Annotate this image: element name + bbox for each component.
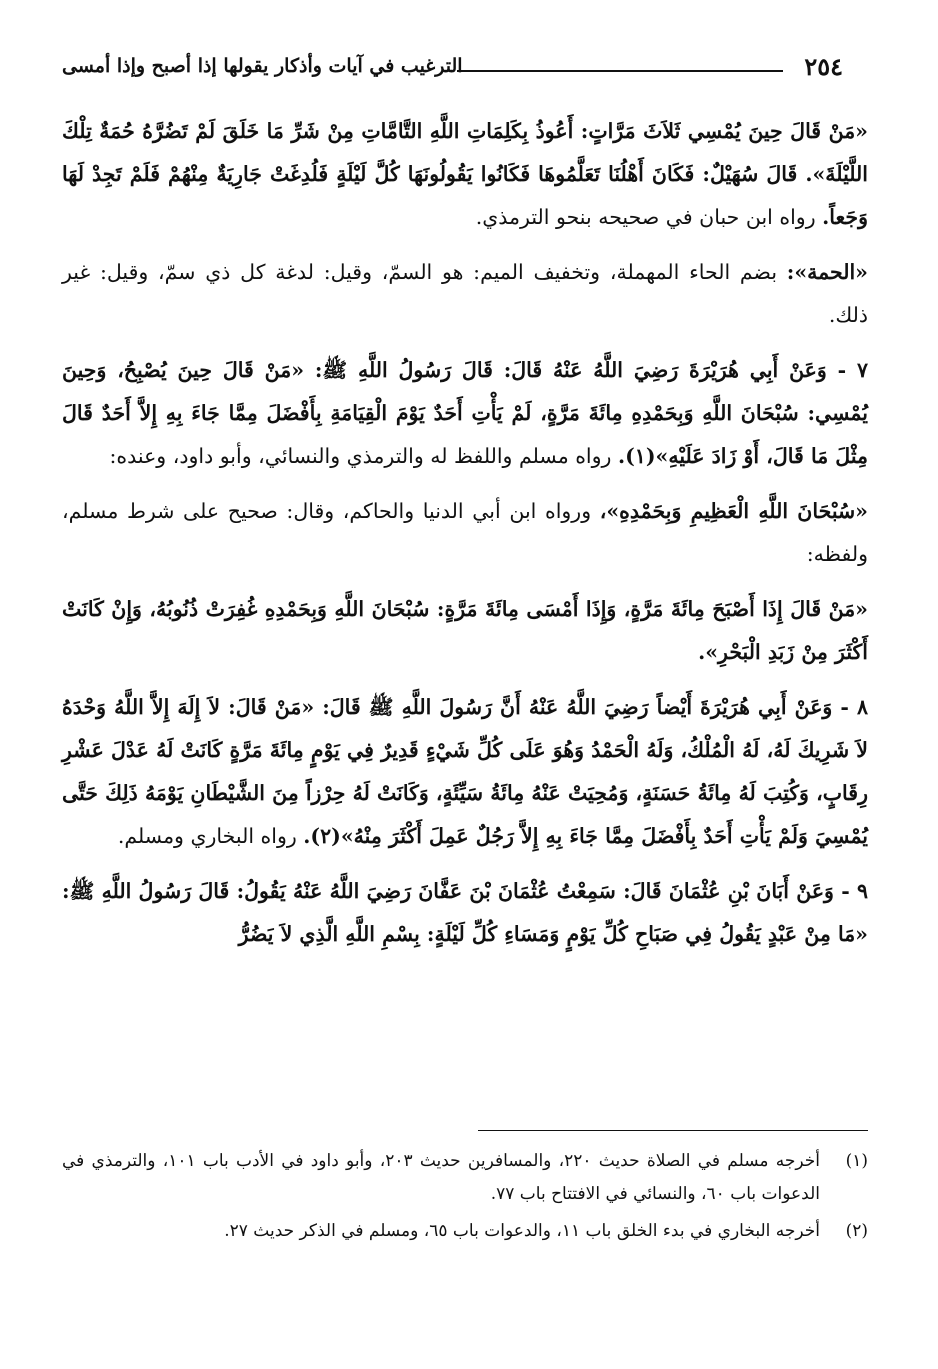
quote-text: «مَنْ قَالَ حِينَ يُمْسِي ثَلاَثَ مَرَّاتٍ: أَعُوذُ بِكَلِمَاتِ اللَّهِ التَّامَّاتِ مِنْ شَرِّ مَا خَلَقَ لَمْ تَضُرَّهُ حُمَةٌ تِلْكَ اللَّيْلَةَ». قَالَ سُهَيْلٌ: فَكَانَ أَهْلُنَا تَعَلَّمُوهَا فَكَانُوا يَقُولُونَهَا كُلَّ لَيْلَةٍ فَلُدِغَتْ جَارِيَةٌ مِنْهُمْ فَلَمْ تَجِدْ لَهَا وَجَعاً. — [62, 119, 868, 229]
paragraph — [62, 686, 868, 858]
footnote-text: أخرجه البخاري في بدء الخلق باب ١١، والدعوات باب ٦٥، ومسلم في الذكر حديث ٢٧. — [224, 1221, 820, 1241]
paragraph-text: رواه ابن حبان في صحيحه بنحو الترمذي. — [475, 205, 823, 229]
paragraph — [62, 490, 868, 576]
running-title: الترغيب في آيات وأذكار يقولها إذا أصبح وإذا أمسى — [62, 55, 463, 77]
quote-text: ٧ - وَعَنْ أَبِي هُرَيْرَةَ رَضِيَ اللَّهُ عَنْهُ قَالَ: قَالَ رَسُولُ اللَّهِ ﷺ: «مَنْ قَالَ حِينَ يُصْبِحُ، وَحِينَ يُمْسِي: سُبْحَانَ اللَّهِ وَبِحَمْدِهِ مِائَةَ مَرَّةٍ، لَمْ يَأْتِ أَحَدٌ يَوْمَ الْقِيَامَةِ بِأَفْضَلَ مِمَّا جَاءَ بِهِ إِلاَّ أَحَدٌ قَالَ مِثْلَ مَا قَالَ، أَوْ زَادَ عَلَيْهِ»(١). — [62, 358, 868, 468]
quote-text: «الحمة»: — [786, 260, 868, 284]
paragraph — [62, 251, 868, 337]
paragraph — [62, 588, 868, 674]
paragraph — [62, 110, 868, 239]
page-number: ٢٥٤ — [804, 52, 843, 81]
paragraph-text: بضم الحاء المهملة، وتخفيف الميم: هو السمّ، وقيل: لدغة كل ذي سمّ، وقيل: غير ذلك. — [62, 260, 868, 327]
paragraph-text: رواه البخاري ومسلم. — [117, 824, 304, 848]
footnote-text: أخرجه مسلم في الصلاة حديث ٢٢٠، والمسافرين حديث ٢٠٣، وأبو داود في الأدب باب ١٠١، والترمذي في الدعوات باب ٦٠، والنسائي في الافتتاح باب ٧٧. — [62, 1151, 820, 1204]
quote-text: ٩ - وَعَنْ أَبَانَ بْنِ عُثْمَانَ قَالَ: سَمِعْتُ عُثْمَانَ بْنَ عَفَّانَ رَضِيَ اللَّهُ عَنْهُ يَقُولُ: قَالَ رَسُولُ اللَّهِ ﷺ: «مَا مِنْ عَبْدٍ يَقُولُ فِي صَبَاحِ كُلِّ يَوْمٍ وَمَسَاءِ كُلِّ لَيْلَةٍ: بِسْمِ اللَّهِ الَّذِي لاَ يَضُرُّ — [62, 879, 868, 946]
footnote-marker: (٢) — [845, 1221, 868, 1241]
page-header — [62, 50, 843, 90]
quote-text: «سُبْحَانَ اللَّهِ الْعَظِيمِ وَبِحَمْدِهِ»، — [599, 499, 868, 523]
footnote — [62, 1215, 868, 1248]
paragraph — [62, 349, 868, 478]
footnotes — [62, 1145, 868, 1252]
quote-text: ٨ - وَعَنْ أَبِي هُرَيْرَةَ أَيْضاً رَضِيَ اللَّهُ عَنْهُ أَنَّ رَسُولَ اللَّهِ ﷺ قَالَ: «مَنْ قَالَ: لاَ إِلَهَ إِلاَّ اللَّهُ وَحْدَهُ لاَ شَرِيكَ لَهُ، لَهُ الْمُلْكُ، وَلَهُ الْحَمْدُ وَهُوَ عَلَى كُلِّ شَيْءٍ قَدِيرٌ فِي يَوْمٍ مِائَةَ مَرَّةٍ كَانَتْ لَهُ عَدْلَ عَشْرِ رِقَابٍ، وَكُتِبَ لَهُ مِائَةُ حَسَنَةٍ، وَمُحِيَتْ عَنْهُ مِائَةُ سَيِّئَةٍ، وَكَانَتْ لَهُ حِرْزاً مِنَ الشَّيْطَانِ يَوْمَهُ ذَلِكَ حَتَّى يُمْسِيَ وَلَمْ يَأْتِ أَحَدٌ بِأَفْضَلَ مِمَّا جَاءَ بِهِ إِلاَّ رَجُلٌ عَمِلَ أَكْثَرَ مِنْهُ»(٢). — [62, 695, 868, 848]
quote-text: «مَنْ قَالَ إِذَا أَصْبَحَ مِائَةَ مَرَّةٍ، وَإِذَا أَمْسَى مِائَةَ مَرَّةٍ: سُبْحَانَ اللَّهِ وَبِحَمْدِهِ غُفِرَتْ ذُنُوبُهُ، وَإِنْ كَانَتْ أَكْثَرَ مِنْ زَبَدِ الْبَحْرِ». — [62, 597, 868, 664]
main-text — [62, 110, 868, 956]
footnote-rule — [478, 1130, 868, 1131]
header-rule — [457, 70, 783, 72]
paragraph-text: ورواه ابن أبي الدنيا والحاكم، وقال: صحيح على شرط مسلم، ولفظه: — [62, 499, 868, 566]
paragraph-text: رواه مسلم واللفظ له والترمذي والنسائي، وأبو داود، وعنده: — [109, 444, 618, 468]
footnote — [62, 1145, 868, 1211]
footnote-marker: (١) — [845, 1151, 868, 1171]
paragraph — [62, 870, 868, 956]
